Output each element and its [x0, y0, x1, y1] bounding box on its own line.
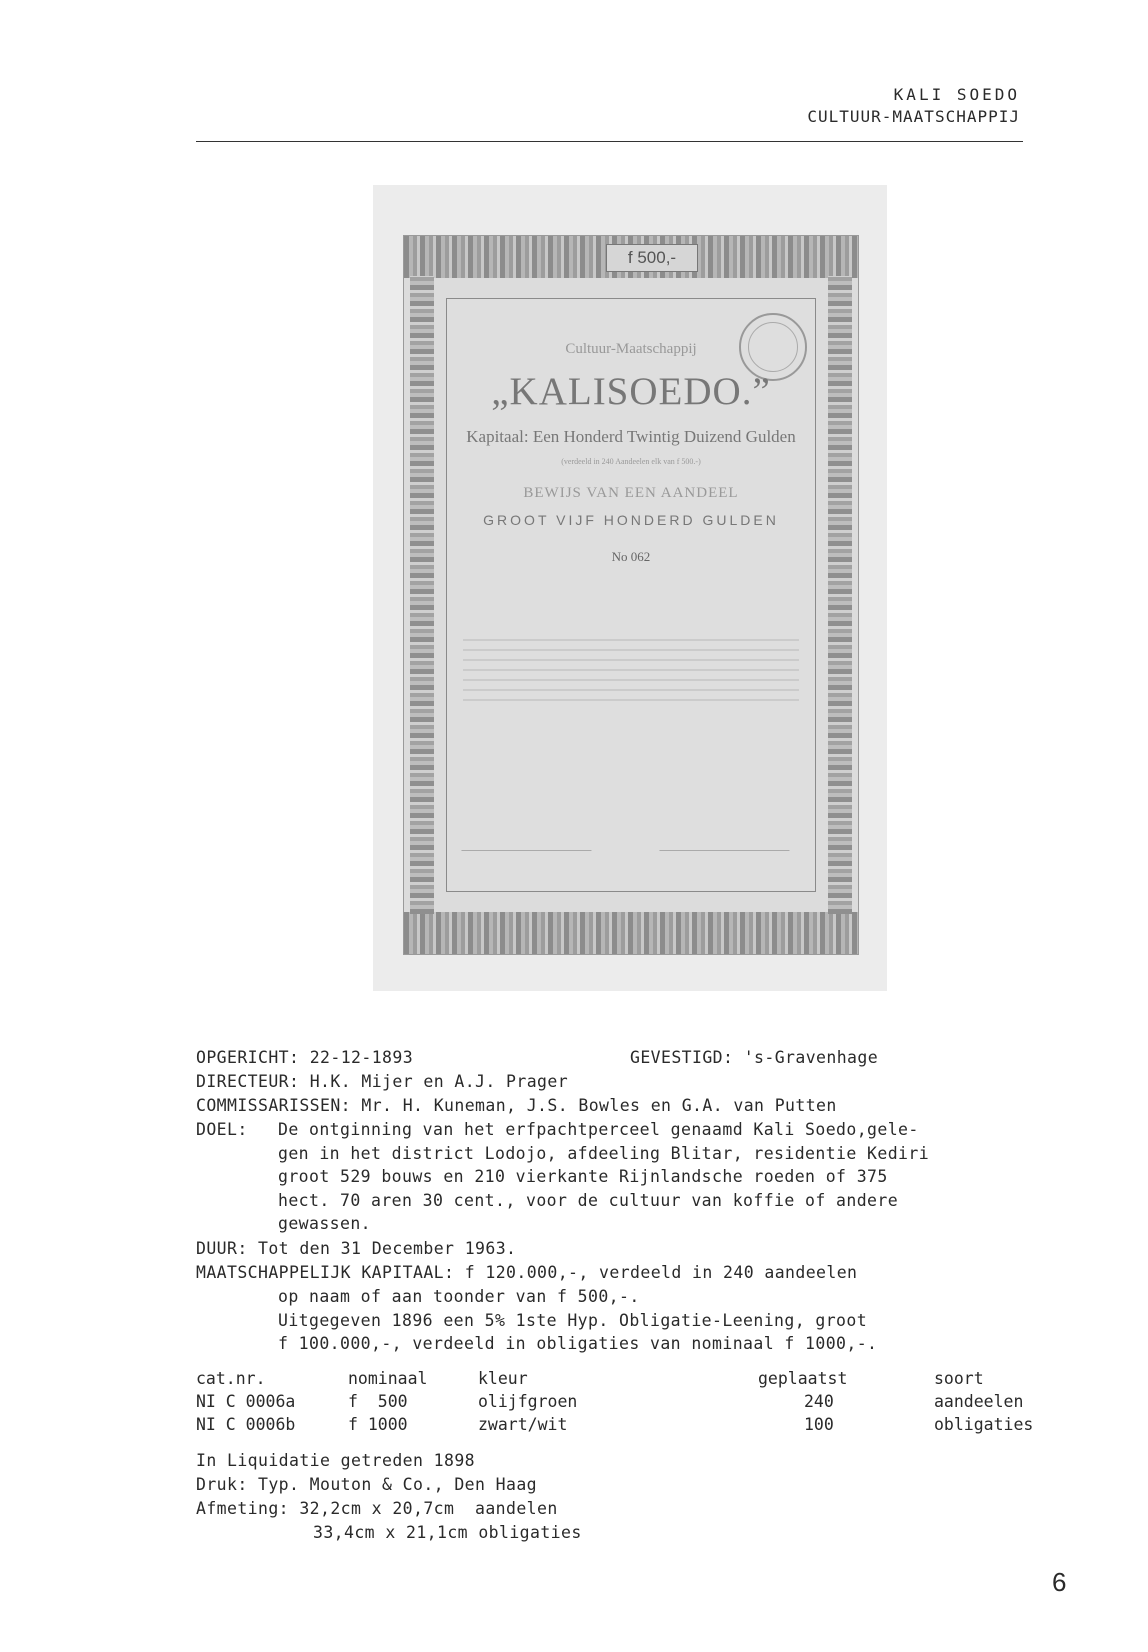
- duur-line: [196, 1237, 516, 1261]
- kapitaal-line: [196, 1261, 857, 1285]
- kapitaal-detail-line: f 100.000,-, verdeeld in obligaties van nominaal f 1000,-.: [278, 1334, 878, 1353]
- column-header-kleur: kleur: [478, 1369, 528, 1388]
- certificate-fine-print: [463, 639, 799, 709]
- directeur-label: DIRECTEUR:: [196, 1072, 300, 1091]
- doel-line: gen in het district Lodojo, afdeeling Blitar, residentie Kediri: [278, 1143, 930, 1163]
- cell-catnr: NI C 0006a: [196, 1392, 296, 1411]
- doel-line: groot 529 bouws en 210 vierkante Rijnlandsche roeden of 375: [278, 1167, 888, 1186]
- catalog-table: [196, 1367, 1056, 1436]
- share-certificate: [403, 235, 859, 955]
- druk-line: Druk: Typ. Mouton & Co., Den Haag: [196, 1475, 538, 1494]
- header-company-name: KALI SOEDO: [893, 85, 1020, 104]
- commissarissen-line: [196, 1094, 837, 1118]
- column-header-nominaal: nominaal: [348, 1369, 428, 1388]
- certificate-right-border: [828, 276, 852, 914]
- kapitaal-value: f 120.000,-, verdeeld in 240 aandeelen: [464, 1263, 858, 1282]
- afmeting-line-2: 33,4cm x 21,1cm obligaties: [313, 1523, 582, 1542]
- gevestigd-value: 's-Gravenhage: [743, 1048, 879, 1067]
- certificate-amount: GROOT VIJF HONDERD GULDEN: [483, 512, 779, 528]
- cell-catnr: NI C 0006b: [196, 1415, 296, 1434]
- table-row: [196, 1390, 1056, 1413]
- cell-geplaatst: 240: [804, 1392, 834, 1411]
- gevestigd-label: GEVESTIGD:: [630, 1048, 734, 1067]
- afmeting-line: Afmeting: 32,2cm x 20,7cm aandelen: [196, 1499, 558, 1518]
- certificate-panel: [446, 298, 816, 892]
- signature-left: [461, 816, 602, 851]
- commissarissen-label: COMMISSARISSEN:: [196, 1096, 352, 1115]
- header-company-type: CULTUUR-MAATSCHAPPIJ: [807, 107, 1020, 126]
- cell-geplaatst: 100: [804, 1415, 834, 1434]
- cell-soort: aandeelen: [934, 1392, 1024, 1411]
- duur-value: Tot den 31 December 1963.: [258, 1239, 517, 1258]
- commissarissen-value: Mr. H. Kuneman, J.S. Bowles en G.A. van Putten: [361, 1096, 837, 1115]
- doel-label: DOEL:: [196, 1120, 248, 1139]
- signature-right: [659, 816, 800, 851]
- directeur-line: [196, 1070, 568, 1094]
- certificate-company-line: Cultuur-Maatschappij: [565, 341, 697, 357]
- liquidatie-line: In Liquidatie getreden 1898: [196, 1451, 476, 1470]
- certificate-number: No 062: [611, 549, 651, 564]
- certificate-name: „KALISOEDO.”: [491, 370, 771, 413]
- gevestigd-line: [630, 1046, 878, 1070]
- doel-line: De ontginning van het erfpachtperceel genaamd Kali Soedo,gele-: [278, 1120, 919, 1139]
- certificate-capital: Kapitaal: Een Honderd Twintig Duizend Gulden: [466, 427, 796, 446]
- table-row: [196, 1413, 1056, 1436]
- certificate-denomination: f 500,-: [606, 244, 698, 272]
- doel-text: [278, 1118, 929, 1236]
- cell-nominaal: f 1000: [348, 1415, 408, 1434]
- kapitaal-text: [278, 1285, 877, 1356]
- kapitaal-detail-line: op naam of aan toonder van f 500,-.: [278, 1287, 640, 1306]
- certificate-title: BEWIJS VAN EEN AANDEEL: [523, 485, 739, 501]
- cell-soort: obligaties: [934, 1415, 1034, 1434]
- kapitaal-detail-line: Uitgegeven 1896 een 5% 1ste Hyp. Obligatie-Leening, groot: [278, 1310, 868, 1330]
- doel-line: gewassen.: [278, 1214, 372, 1233]
- certificate-photo: [373, 185, 887, 991]
- page-header: [807, 84, 1020, 128]
- cell-kleur: zwart/wit: [478, 1415, 568, 1434]
- column-header-geplaatst: geplaatst: [758, 1369, 848, 1388]
- certificate-split: (verdeeld in 240 Aandeelen elk van f 500.-): [561, 457, 701, 466]
- cell-nominaal: f 500: [348, 1392, 408, 1411]
- cell-kleur: olijfgroen: [478, 1392, 578, 1411]
- table-header-row: [196, 1367, 1056, 1390]
- certificate-left-border: [410, 276, 434, 914]
- opgericht-value: 22-12-1893: [309, 1048, 414, 1067]
- doel-line: hect. 70 aren 30 cent., voor de cultuur van koffie of andere: [278, 1190, 899, 1210]
- header-rule: [196, 141, 1023, 142]
- certificate-bottom-border: [404, 912, 858, 954]
- opgericht-label: OPGERICHT:: [196, 1048, 300, 1067]
- kapitaal-label: MAATSCHAPPELIJK KAPITAAL:: [196, 1263, 455, 1282]
- page-number: 6: [1052, 1567, 1067, 1597]
- column-header-soort: soort: [934, 1369, 984, 1388]
- directeur-value: H.K. Mijer en A.J. Prager: [309, 1072, 569, 1091]
- column-header-catnr: cat.nr.: [196, 1369, 266, 1388]
- duur-label: DUUR:: [196, 1239, 248, 1258]
- opgericht-line: [196, 1046, 413, 1070]
